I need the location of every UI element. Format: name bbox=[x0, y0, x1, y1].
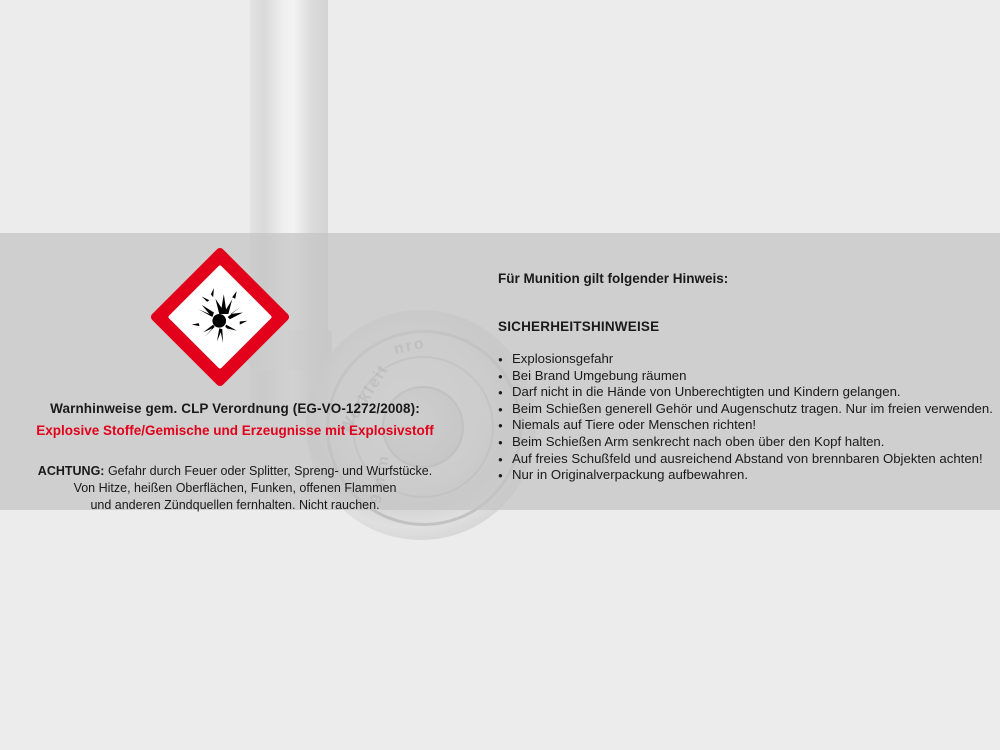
clp-regulation-heading: Warnhinweise gem. CLP Verordnung (EG-VO-1272/2008): bbox=[50, 401, 420, 416]
attention-line-1 bbox=[0, 463, 470, 480]
list-item: ● Auf freies Schußfeld und ausreichend Abstand von brennbaren Objekten achten! bbox=[498, 451, 993, 468]
clp-warning-section bbox=[0, 233, 470, 510]
attention-text-line-2: Von Hitze, heißen Oberflächen, Funken, offenen Flammen bbox=[73, 481, 397, 495]
list-item: ● Bei Brand Umgebung räumen bbox=[498, 368, 993, 385]
list-item: ● Niemals auf Tiere oder Menschen richten! bbox=[498, 417, 993, 434]
list-item: ● Beim Schießen generell Gehör und Augenschutz tragen. Nur im freien verwenden. bbox=[498, 401, 993, 418]
explosion-glyph-icon bbox=[182, 279, 258, 355]
safety-instructions-list bbox=[498, 351, 993, 484]
attention-label: ACHTUNG: bbox=[37, 464, 105, 478]
attention-block bbox=[0, 463, 470, 514]
munition-notice-heading: Für Munition gilt folgender Hinweis: bbox=[498, 271, 729, 286]
ghs01-explosive-pictogram-icon bbox=[156, 253, 284, 381]
attention-text-line-1: Gefahr durch Feuer oder Splitter, Spreng- und Wurfstücke. bbox=[107, 464, 433, 478]
safety-instructions-heading: SICHERHEITSHINWEISE bbox=[498, 319, 660, 334]
list-item: ● Beim Schießen Arm senkrecht nach oben über den Kopf halten. bbox=[498, 434, 993, 451]
list-item: ● Darf nicht in die Hände von Unberechtigten und Kindern gelangen. bbox=[498, 384, 993, 401]
list-item: ● Nur in Originalverpackung aufbewahren. bbox=[498, 467, 993, 484]
attention-text-line-3: und anderen Zündquellen fernhalten. Nicht rauchen. bbox=[90, 498, 380, 512]
clp-hazard-class: Explosive Stoffe/Gemische und Erzeugnisse mit Explosivstoff bbox=[36, 423, 434, 438]
list-item: ● Explosionsgefahr bbox=[498, 351, 993, 368]
